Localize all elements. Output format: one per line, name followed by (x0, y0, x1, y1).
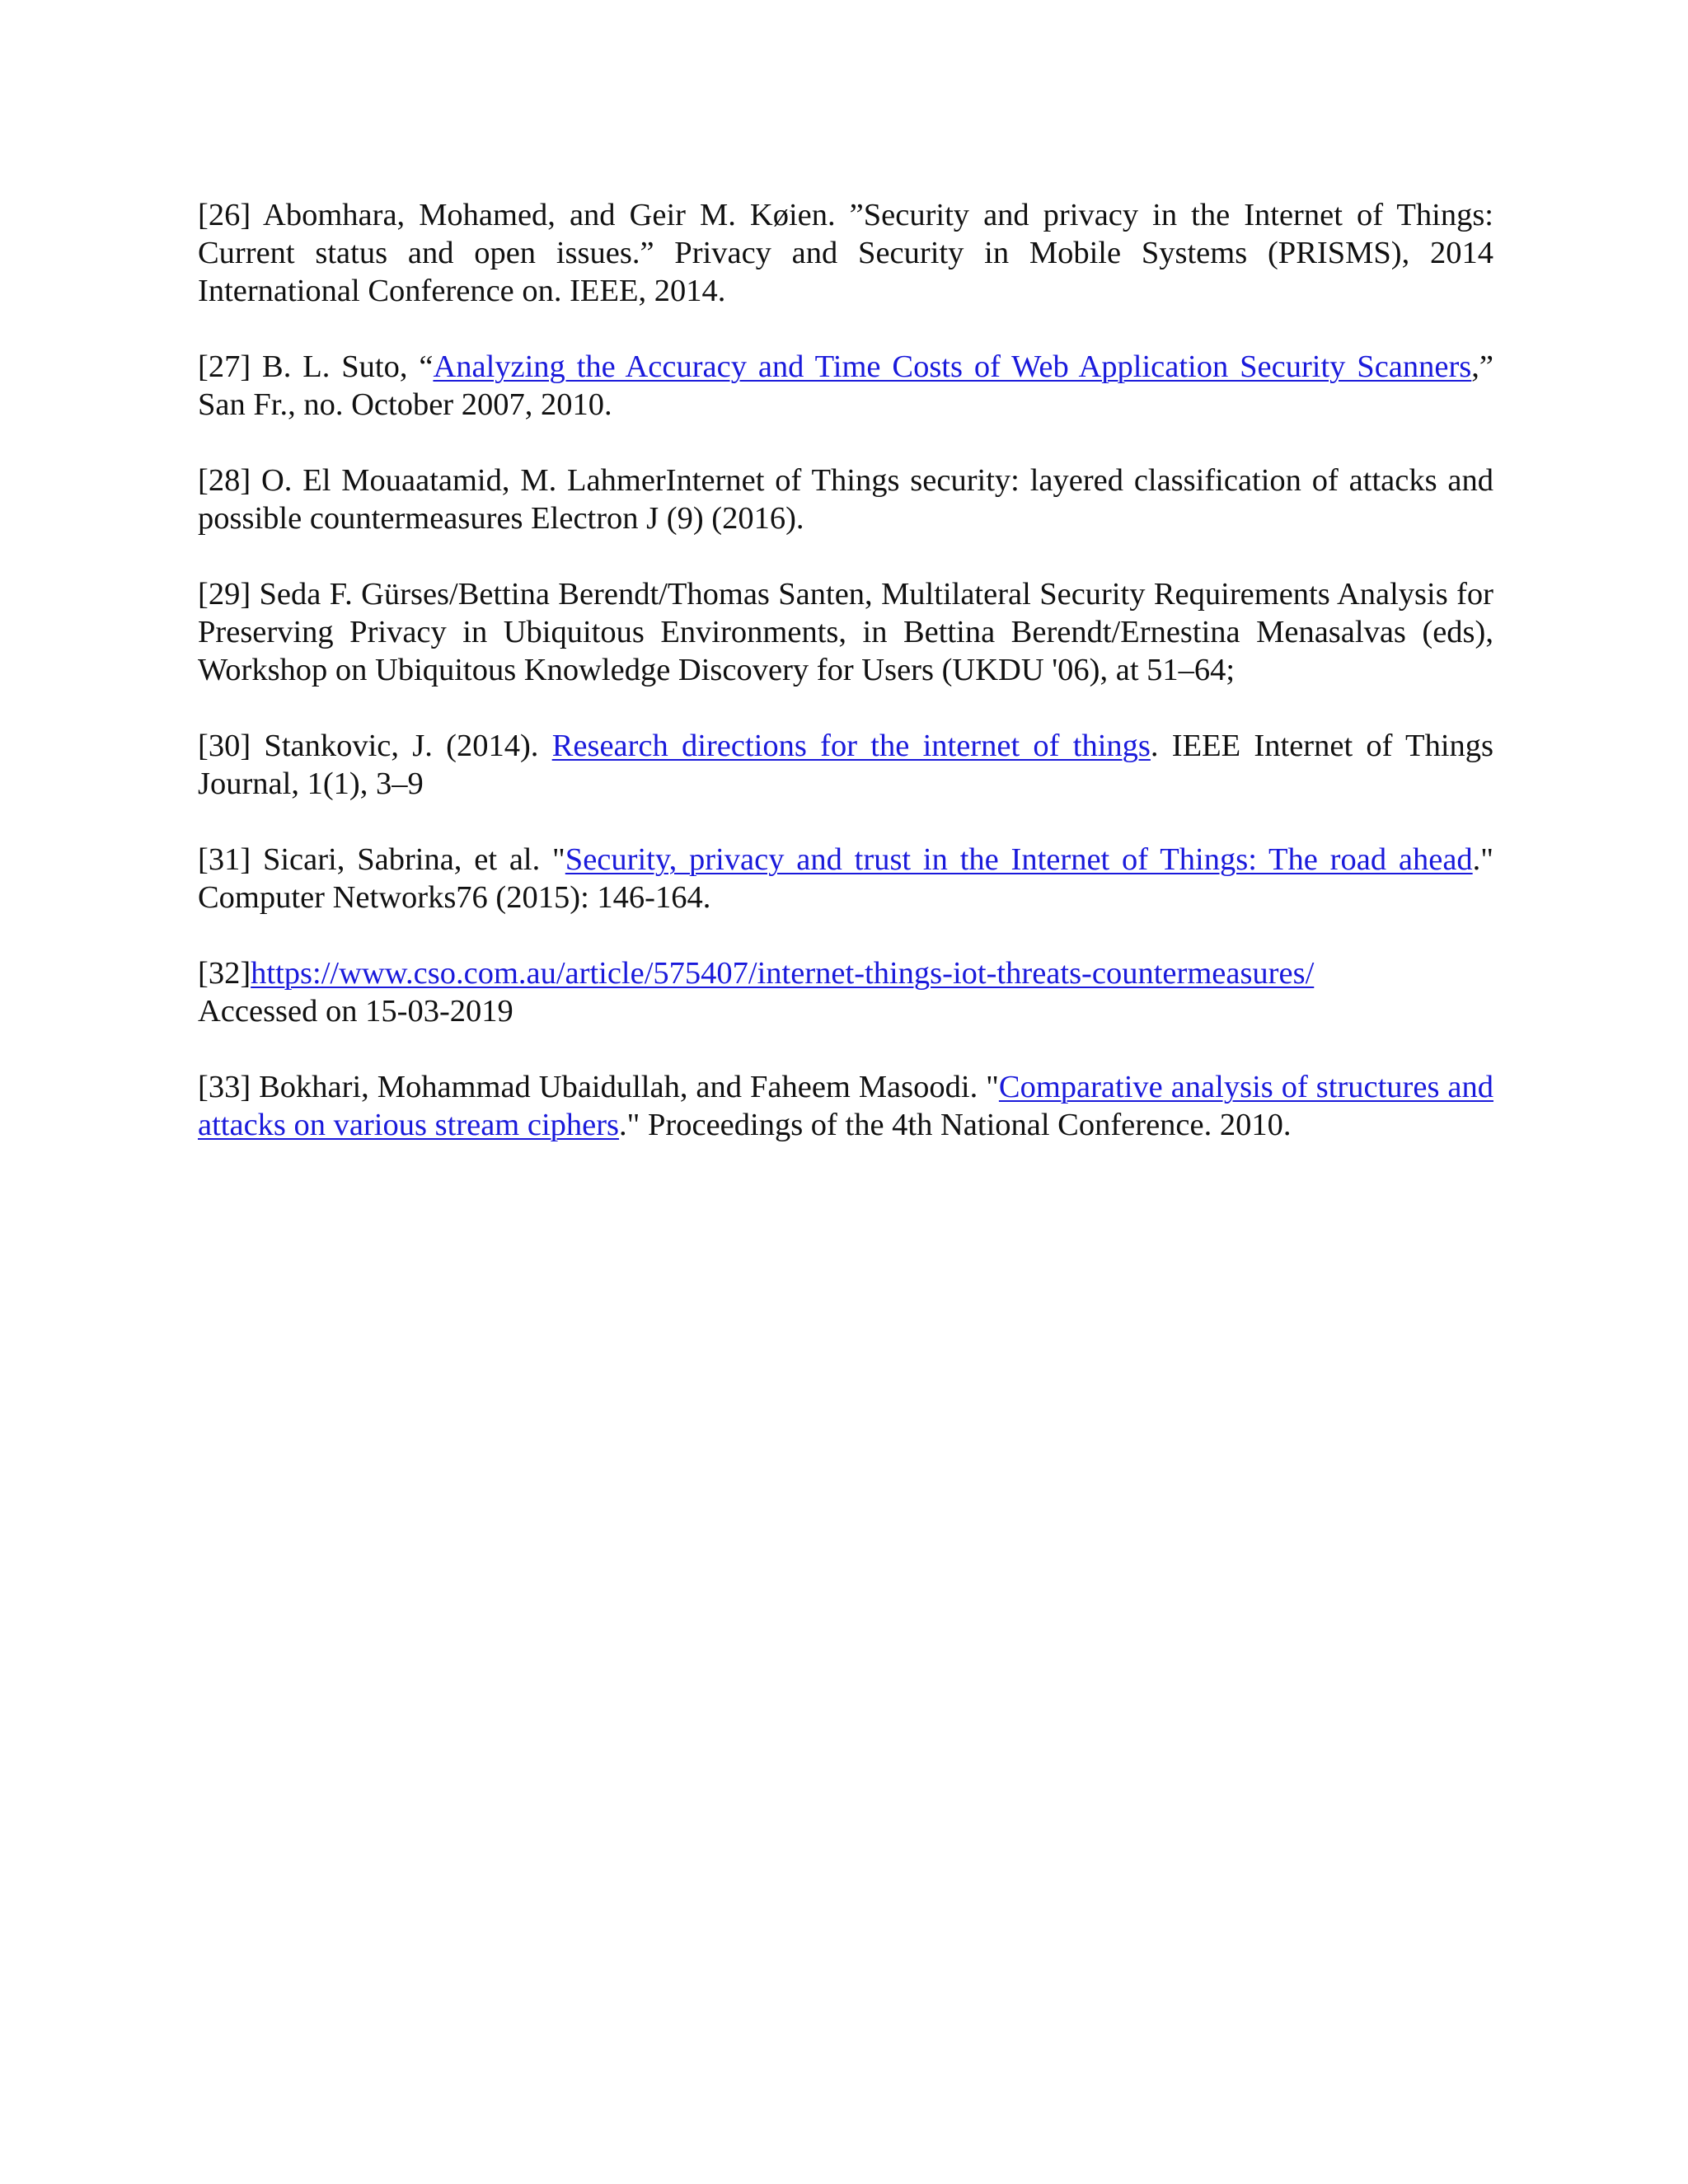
reference-31-suffix: ." Computer Networks76 (2015): 146-164. (198, 842, 1494, 915)
reference-32-accessed: Accessed on 15-03-2019 (198, 994, 513, 1029)
reference-32-prefix: [32] (198, 956, 251, 991)
reference-33-suffix: ." Proceedings of the 4th National Conference. 2010. (619, 1108, 1292, 1142)
reference-28-text: [28] O. El Mouaatamid, M. LahmerInternet of Things security: layered classification of attacks and possible countermeasures Electron J (9) (2016). (198, 463, 1493, 536)
reference-27-prefix: [27] B. L. Suto, “ (198, 349, 434, 384)
reference-32-line-1 (198, 954, 1493, 992)
reference-31-link[interactable]: Security, privacy and trust in the Internet of Things: The road ahead (565, 842, 1473, 877)
reference-33-link[interactable]: Comparative analysis of structures and attacks on various stream ciphers (198, 1070, 1493, 1142)
reference-29-text: [29] Seda F. Gürses/Bettina Berendt/Thomas Santen, Multilateral Security Requirements Analysis for Preserving Privacy in Ubiquitous Environments, in Bettina Berendt/Ernestina Menasalvas (eds), Workshop on Ubiquitous Knowledge Discovery for Users (UKDU '06), at 51–64; (198, 577, 1493, 687)
reference-30-suffix: . IEEE Internet of Things Journal, 1(1), 3–9 (198, 729, 1493, 801)
reference-31-prefix: [31] Sicari, Sabrina, et al. " (198, 842, 565, 877)
reference-30-link[interactable]: Research directions for the internet of things (551, 729, 1151, 763)
reference-31 (198, 841, 1493, 916)
reference-27-link[interactable]: Analyzing the Accuracy and Time Costs of Web Application Security Scanners (433, 349, 1472, 384)
reference-33 (198, 1068, 1493, 1144)
reference-32 (198, 954, 1493, 1030)
reference-27 (198, 348, 1493, 424)
reference-26-text: [26] Abomhara, Mohamed, and Geir M. Køien. ”Security and privacy in the Internet of Things: Current status and open issues.” Privacy and Security in Mobile Systems (PRISMS), 2014 International Conference on. IEEE, 2014. (198, 198, 1493, 308)
reference-33-prefix: [33] Bokhari, Mohammad Ubaidullah, and Faheem Masoodi. " (198, 1070, 999, 1104)
reference-32-link[interactable]: https://www.cso.com.au/article/575407/internet-things-iot-threats-countermeasures/ (251, 956, 1315, 991)
reference-29 (198, 575, 1493, 689)
reference-26 (198, 196, 1493, 310)
reference-list (198, 196, 1493, 1182)
reference-28 (198, 462, 1493, 537)
reference-30 (198, 727, 1493, 803)
reference-30-prefix: [30] Stankovic, J. (2014). (198, 729, 552, 763)
reference-27-suffix: ,” San Fr., no. October 2007, 2010. (198, 349, 1493, 422)
